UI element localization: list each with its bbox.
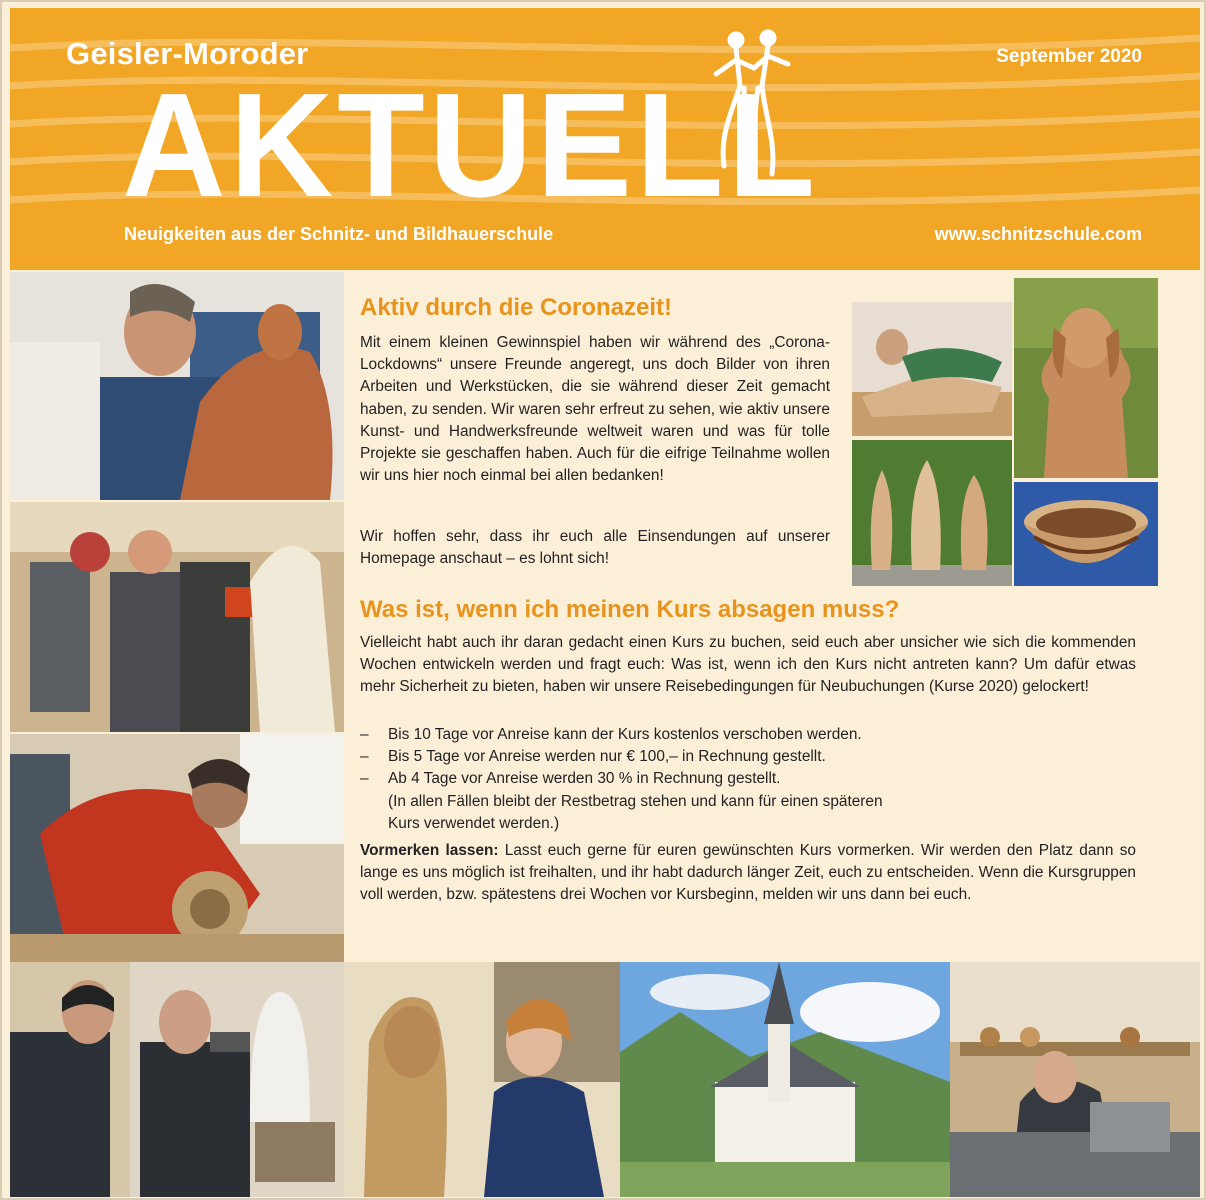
outro-text: Lasst euch gerne für euren gewünschten Kurs vormerken. Wir werden den Platz dann so lange es uns möglich ist freihalten, und ihr habt dadurch länger Zeit, euch zu entscheiden. Wenn die Kursgruppen voll werden, bzw. spätestens drei Wochen vor Kursbeginn, melden wir uns dann bei euch. <box>360 842 1136 904</box>
list-item <box>360 746 1136 768</box>
list-dash: – <box>360 770 369 788</box>
photo-relief-portrait-carving <box>344 962 620 1197</box>
list-item-text: Ab 4 Tage vor Anreise werden 30 % in Rechnung gestellt. <box>388 770 781 788</box>
brand-name: Geisler-Moroder <box>66 36 309 71</box>
masthead-title: AKTUELL <box>122 63 820 228</box>
website-url: www.schnitzschule.com <box>934 224 1142 244</box>
outro-lead: Vormerken lassen: <box>360 842 499 859</box>
list-item <box>360 768 1136 790</box>
article1-paragraph-1: Mit einem kleinen Gewinnspiel haben wir während des „Corona-Lockdowns“ unsere Freunde angeregt, uns doch Bilder von ihren Arbeiten und Werkstücken, die sie während dieser Zeit gemacht haben, zu senden. Wir waren sehr erfreut zu sehen, wie aktiv unsere Kunst- und Handwerksfreunde weltweit waren und was für tolle Projekte sie geschaffen haben. Auch für die eifrige Teilnahme wollen wir uns hier noch einmal bei allen bedanken! <box>360 334 830 485</box>
article1-title: Aktiv durch die Coronazeit! <box>360 294 673 321</box>
cancellation-terms-list <box>360 724 1136 835</box>
list-item <box>360 724 1136 746</box>
article2-outro <box>360 840 1136 907</box>
photo-dog-sculpture <box>1014 278 1158 478</box>
photo-woodturning-lathe <box>950 962 1200 1197</box>
article2-title: Was ist, wenn ich meinen Kurs absagen muss? <box>360 596 900 623</box>
list-note-line-1: (In allen Fällen bleibt der Restbetrag stehen und kann für einen späteren <box>388 792 883 810</box>
list-note-line-2: Kurs verwendet werden.) <box>388 814 560 832</box>
issue-date: September 2020 <box>996 46 1142 67</box>
article1-paragraph-2: Wir hoffen sehr, dass ihr euch alle Einsendungen auf unserer Homepage anschaut – es lohnt sich! <box>360 528 830 568</box>
photo-alpine-church <box>620 962 950 1197</box>
dancing-figures-logo-icon <box>710 26 800 186</box>
photo-stone-owl-sculpting <box>10 962 344 1197</box>
header-banner <box>10 8 1200 270</box>
photo-carver-with-eagle-sculpture <box>10 272 344 500</box>
photo-reclining-figure-carving <box>852 302 1012 436</box>
list-dash: – <box>360 726 369 743</box>
list-dash: – <box>360 748 369 766</box>
photo-wooden-figures-trio <box>852 440 1012 586</box>
article2-intro: Vielleicht habt auch ihr daran gedacht einen Kurs zu buchen, seid euch aber unsicher wie sich die kommenden Wochen entwickeln werden und fragt euch: Was ist, wenn ich den Kurs nicht antreten kann? Um dafür etwas mehr Sicherheit zu bieten, haben wir unsere Reisebedingungen für Neubuchungen (Kurse 2020) gelockert! <box>360 634 1136 696</box>
tagline: Neuigkeiten aus der Schnitz- und Bildhauerschule <box>124 224 554 244</box>
list-item-text: Bis 10 Tage vor Anreise kann der Kurs kostenlos verschoben werden. <box>388 726 862 743</box>
list-item-text: Bis 5 Tage vor Anreise werden nur € 100,– in Rechnung gestellt. <box>388 748 826 766</box>
photo-chainsaw-carving-group <box>10 502 344 732</box>
photo-woman-carving-bowl <box>10 734 344 962</box>
photo-carved-bowl <box>1014 482 1158 586</box>
